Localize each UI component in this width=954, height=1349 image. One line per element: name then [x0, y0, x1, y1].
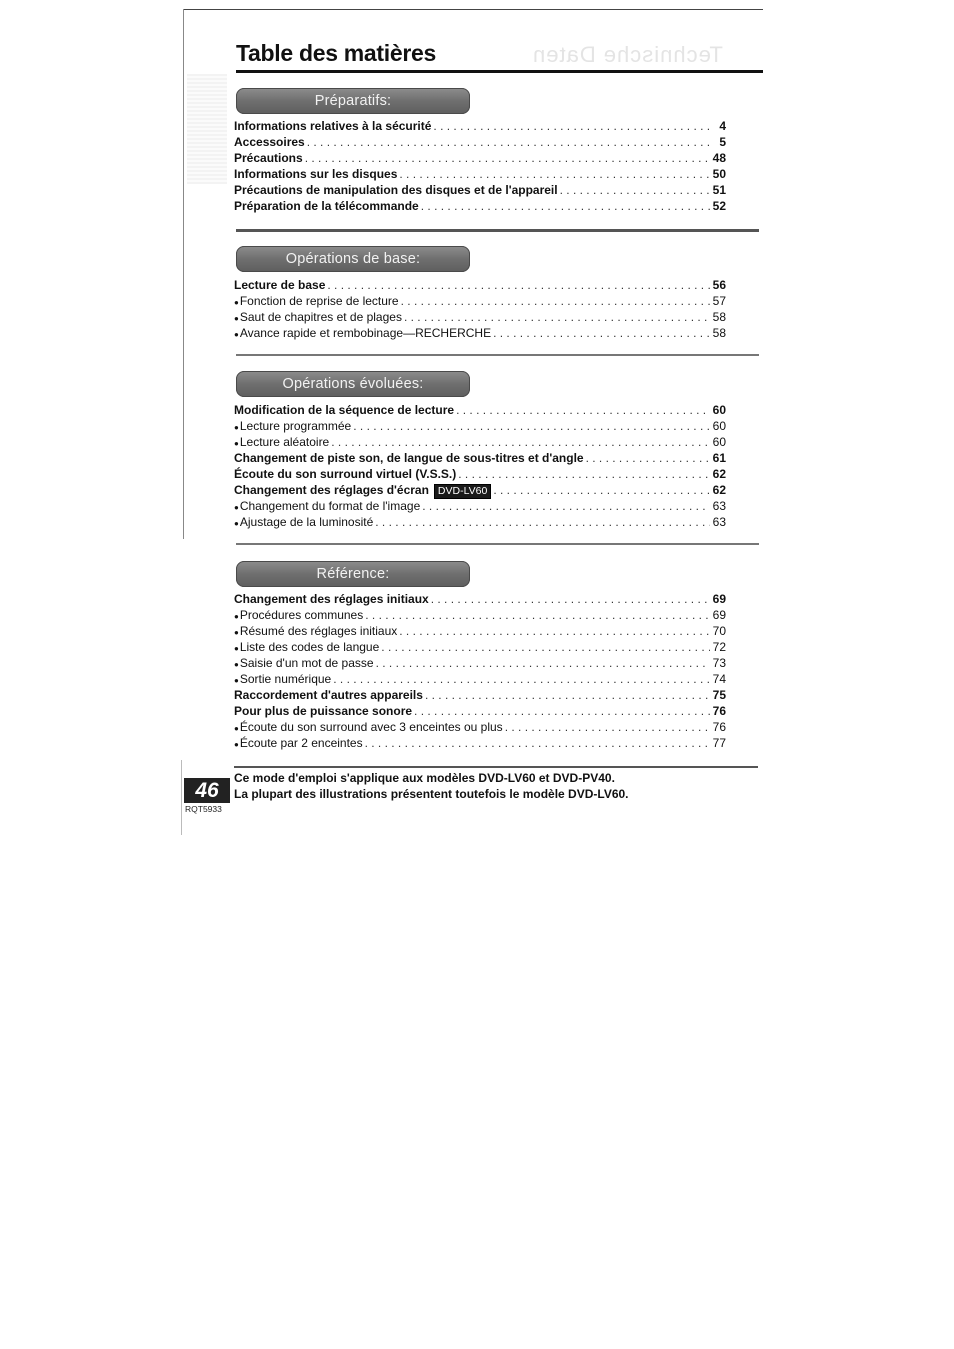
toc-entry	[234, 671, 726, 687]
toc-entry-label	[234, 482, 491, 499]
dot-leader	[458, 466, 710, 482]
toc-entry-page: 76	[712, 720, 726, 734]
dot-leader	[414, 703, 710, 719]
toc-entry-text: Liste des codes de langue	[239, 640, 380, 654]
toc-entry-label	[234, 118, 431, 134]
toc-entry-text: Lecture aléatoire	[239, 435, 330, 449]
footer-rule	[234, 766, 758, 768]
model-badge: DVD-LV60	[434, 484, 491, 499]
toc-entry-page: 48	[712, 151, 726, 165]
toc-entry	[234, 482, 726, 498]
dot-leader	[586, 450, 710, 466]
toc-entry-page: 50	[712, 167, 726, 181]
toc-entry	[234, 134, 726, 150]
toc-entry-label	[234, 735, 363, 753]
toc-entry-text: Précautions de manipulation des disques et de l'appareil	[234, 183, 558, 197]
toc-entry-page: 62	[712, 483, 726, 497]
bullet-icon: ●	[234, 423, 239, 432]
toc-entry-text: Changement de piste son, de langue de sous-titres et d'angle	[234, 451, 584, 465]
toc-entry-page: 74	[712, 672, 726, 686]
bullet-icon: ●	[234, 503, 239, 512]
title-rule	[236, 70, 763, 73]
toc-entry-page: 70	[712, 624, 726, 638]
dot-leader	[431, 591, 710, 607]
toc-entry	[234, 277, 726, 293]
bullet-icon: ●	[234, 519, 239, 528]
toc-entry-page: 72	[712, 640, 726, 654]
section-banner-reference: Référence:	[236, 561, 470, 587]
toc-entry-text: Informations relatives à la sécurité	[234, 119, 432, 133]
bullet-icon: ●	[234, 660, 239, 669]
toc-section-operations-de-base	[234, 277, 726, 341]
toc-entry	[234, 655, 726, 671]
scan-noise	[187, 74, 227, 184]
toc-entry-text: Changement du format de l'image	[239, 499, 421, 513]
toc-entry-label	[234, 703, 412, 719]
toc-entry-page: 4	[719, 119, 726, 133]
toc-entry-text: Informations sur les disques	[234, 167, 398, 181]
toc-entry	[234, 703, 726, 719]
footer-note	[234, 770, 629, 802]
footer-note-line1: Ce mode d'emploi s'applique aux modèles DVD-LV60 et DVD-PV40.	[234, 771, 615, 785]
toc-section-operations-evoluees	[234, 402, 726, 530]
page-number: 46	[184, 778, 230, 803]
section-banner-operations-evoluees: Opérations évoluées:	[236, 371, 470, 397]
dot-leader	[365, 735, 710, 751]
toc-entry-page: 63	[712, 515, 726, 529]
dot-leader	[505, 719, 710, 735]
bullet-icon: ●	[234, 439, 239, 448]
bullet-icon: ●	[234, 612, 239, 621]
toc-entry-text: Avance rapide et rembobinage—RECHERCHE	[239, 326, 492, 340]
toc-entry-text: Sortie numérique	[239, 672, 332, 686]
toc-entry-label	[234, 687, 423, 703]
toc-entry	[234, 325, 726, 341]
dot-leader	[399, 623, 710, 639]
toc-entry-label	[234, 466, 456, 482]
bullet-icon: ●	[234, 330, 239, 339]
toc-entry-label	[234, 277, 325, 293]
toc-entry	[234, 607, 726, 623]
toc-entry-text: Changement des réglages initiaux	[234, 592, 429, 606]
document-code: RQT5933	[185, 804, 222, 814]
dot-leader	[456, 402, 710, 418]
toc-entry-text: Écoute par 2 enceintes	[239, 736, 363, 750]
bullet-icon: ●	[234, 676, 239, 685]
toc-entry	[234, 166, 726, 182]
page-frame-left-lower	[181, 760, 182, 835]
toc-entry-text: Procédures communes	[239, 608, 364, 622]
toc-entry	[234, 735, 726, 751]
bullet-icon: ●	[234, 724, 239, 733]
toc-entry-page: 58	[712, 310, 726, 324]
toc-entry	[234, 182, 726, 198]
toc-entry-page: 61	[712, 451, 726, 465]
toc-entry-text: Lecture programmée	[239, 419, 352, 433]
toc-entry-text: Raccordement d'autres appareils	[234, 688, 423, 702]
dot-leader	[365, 607, 710, 623]
toc-entry-text: Accessoires	[234, 135, 305, 149]
toc-entry	[234, 498, 726, 514]
toc-entry-page: 5	[719, 135, 726, 149]
toc-entry	[234, 450, 726, 466]
dot-leader	[493, 325, 710, 341]
toc-entry-label	[234, 150, 303, 166]
page-frame-top	[183, 9, 763, 10]
toc-entry	[234, 118, 726, 134]
bullet-icon: ●	[234, 644, 239, 653]
bullet-icon: ●	[234, 314, 239, 323]
toc-section-reference	[234, 591, 726, 751]
toc-entry-page: 60	[712, 419, 726, 433]
page-title: Table des matières	[236, 40, 436, 66]
dot-leader	[425, 687, 710, 703]
section-divider	[236, 354, 759, 356]
toc-entry-label	[234, 325, 491, 343]
dot-leader	[399, 166, 710, 182]
toc-entry-page: 60	[712, 435, 726, 449]
toc-entry-text: Changement des réglages d'écran	[234, 483, 429, 497]
toc-entry-text: Résumé des réglages initiaux	[239, 624, 398, 638]
dot-leader	[327, 277, 710, 293]
toc-entry-label	[234, 591, 429, 607]
toc-entry	[234, 719, 726, 735]
toc-entry-label	[234, 134, 305, 150]
section-divider	[236, 229, 759, 232]
toc-entry-page: 62	[712, 467, 726, 481]
toc-entry-text: Précautions	[234, 151, 303, 165]
toc-entry-text: Saut de chapitres et de plages	[239, 310, 402, 324]
toc-entry-page: 69	[712, 592, 726, 606]
toc-entry	[234, 293, 726, 309]
dot-leader	[493, 482, 710, 498]
toc-entry	[234, 402, 726, 418]
toc-entry-page: 57	[712, 294, 726, 308]
dot-leader	[331, 434, 710, 450]
toc-entry-page: 63	[712, 499, 726, 513]
dot-leader	[422, 498, 710, 514]
toc-entry	[234, 434, 726, 450]
dot-leader	[433, 118, 710, 134]
toc-entry-page: 58	[712, 326, 726, 340]
section-banner-preparatifs: Préparatifs:	[236, 88, 470, 114]
toc-entry-label	[234, 450, 584, 466]
toc-entry-label	[234, 166, 397, 182]
toc-entry-text: Modification de la séquence de lecture	[234, 403, 455, 417]
toc-entry	[234, 514, 726, 530]
toc-entry-page: 76	[712, 704, 726, 718]
toc-entry-label	[234, 182, 558, 198]
toc-entry-page: 51	[712, 183, 726, 197]
toc-entry	[234, 150, 726, 166]
toc-entry	[234, 591, 726, 607]
dot-leader	[404, 309, 710, 325]
toc-entry-text: Ajustage de la luminosité	[239, 515, 374, 529]
section-banner-operations-de-base: Opérations de base:	[236, 246, 470, 272]
toc-entry-text: Fonction de reprise de lecture	[239, 294, 399, 308]
toc-entry-label	[234, 514, 373, 532]
dot-leader	[401, 293, 710, 309]
toc-entry-label	[234, 198, 419, 214]
bleed-through-title: Technische Daten	[532, 42, 723, 67]
toc-section-preparatifs	[234, 118, 726, 214]
toc-entry-page: 56	[712, 278, 726, 292]
toc-entry	[234, 623, 726, 639]
toc-entry	[234, 309, 726, 325]
toc-entry-page: 52	[712, 199, 726, 213]
dot-leader	[560, 182, 710, 198]
toc-entry-text: Écoute du son surround virtuel (V.S.S.)	[234, 467, 457, 481]
dot-leader	[305, 150, 710, 166]
dot-leader	[333, 671, 710, 687]
toc-entry-text: Saisie d'un mot de passe	[239, 656, 374, 670]
toc-entry-page: 73	[712, 656, 726, 670]
toc-entry	[234, 466, 726, 482]
toc-entry-text: Préparation de la télécommande	[234, 199, 419, 213]
toc-entry-label	[234, 402, 454, 418]
bullet-icon: ●	[234, 628, 239, 637]
bullet-icon: ●	[234, 298, 239, 307]
toc-entry	[234, 639, 726, 655]
section-divider	[236, 543, 759, 545]
toc-entry	[234, 687, 726, 703]
page-frame-left	[183, 9, 184, 539]
dot-leader	[353, 418, 710, 434]
bullet-icon: ●	[234, 740, 239, 749]
toc-entry-page: 60	[712, 403, 726, 417]
dot-leader	[381, 639, 710, 655]
toc-entry	[234, 418, 726, 434]
dot-leader	[307, 134, 710, 150]
dot-leader	[375, 514, 710, 530]
toc-entry-page: 75	[712, 688, 726, 702]
dot-leader	[376, 655, 710, 671]
toc-entry-text: Pour plus de puissance sonore	[234, 704, 413, 718]
footer-note-line2: La plupart des illustrations présentent toutefois le modèle DVD-LV60.	[234, 787, 629, 801]
dot-leader	[421, 198, 710, 214]
toc-entry-page: 77	[712, 736, 726, 750]
toc-entry	[234, 198, 726, 214]
toc-entry-text: Lecture de base	[234, 278, 326, 292]
toc-entry-page: 69	[712, 608, 726, 622]
toc-entry-text: Écoute du son surround avec 3 enceintes ou plus	[239, 720, 503, 734]
